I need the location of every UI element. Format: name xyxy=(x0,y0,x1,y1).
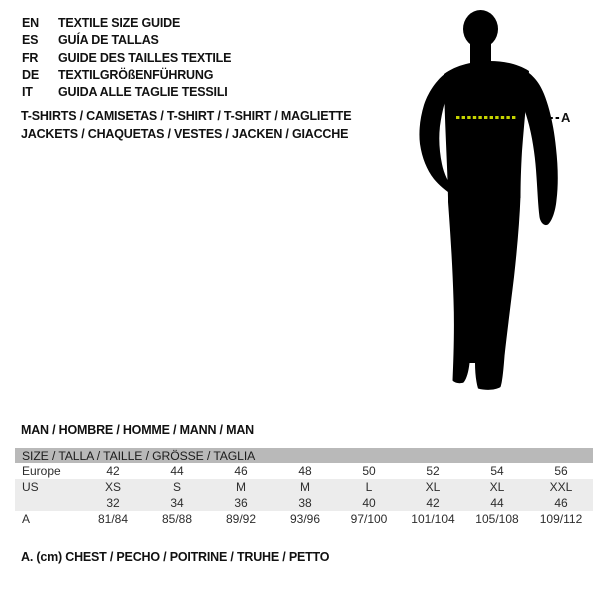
measurement-a-label: A xyxy=(561,110,571,125)
size-row-label: Europe xyxy=(22,464,61,478)
size-cell: XL xyxy=(425,480,441,494)
language-code: ES xyxy=(22,33,39,48)
size-cell: 36 xyxy=(234,496,248,510)
size-cell: 105/108 xyxy=(475,512,519,526)
size-table-body xyxy=(15,463,593,527)
size-cell: S xyxy=(172,480,181,494)
size-table-header-row xyxy=(15,448,593,463)
man-silhouette-svg xyxy=(408,6,571,396)
category-block xyxy=(21,108,351,143)
size-cell: 46 xyxy=(554,496,568,510)
size-cell: L xyxy=(365,480,373,494)
language-code: EN xyxy=(22,16,39,30)
language-row xyxy=(22,15,231,32)
size-cell: XXL xyxy=(549,480,573,494)
man-figure xyxy=(408,6,571,396)
size-table-row xyxy=(15,479,593,495)
language-code: DE xyxy=(22,67,39,82)
language-label: GUÍA DE TALLAS xyxy=(58,33,159,48)
size-cell: 89/92 xyxy=(225,512,257,526)
size-cell: 46 xyxy=(234,464,248,478)
language-code: FR xyxy=(22,50,39,65)
language-label: TEXTILE SIZE GUIDE xyxy=(58,16,181,30)
size-table-row xyxy=(15,463,593,479)
size-cell: 54 xyxy=(490,464,504,478)
size-cell: 93/96 xyxy=(289,512,321,526)
language-label: TEXTILGRÖßENFÜHRUNG xyxy=(58,67,214,82)
size-cell: 109/112 xyxy=(539,512,583,526)
size-row-label: A xyxy=(22,512,31,526)
category-line-tshirts: T-SHIRTS / CAMISETAS / T-SHIRT / T-SHIRT / MAGLIETTE xyxy=(21,109,352,123)
size-table-row xyxy=(15,511,593,527)
size-cell: 44 xyxy=(490,496,504,510)
language-list xyxy=(22,15,231,101)
size-cell: 81/84 xyxy=(97,512,129,526)
language-label: GUIDA ALLE TAGLIE TESSILI xyxy=(58,85,228,100)
size-cell: M xyxy=(236,480,246,494)
language-label: GUIDE DES TAILLES TEXTILE xyxy=(58,50,232,65)
size-cell: 44 xyxy=(170,464,184,478)
language-row xyxy=(22,67,231,84)
measurement-footnote: A. (cm) CHEST / PECHO / POITRINE / TRUHE / PETTO xyxy=(21,550,330,564)
size-cell: M xyxy=(300,480,310,494)
section-title-man: MAN / HOMBRE / HOMME / MANN / MAN xyxy=(21,423,254,437)
size-cell: 97/100 xyxy=(350,512,388,526)
size-cell: 85/88 xyxy=(161,512,193,526)
size-cell: 38 xyxy=(298,496,312,510)
size-cell: 32 xyxy=(106,496,120,510)
size-cell: 42 xyxy=(426,496,440,510)
size-cell: 34 xyxy=(170,496,184,510)
size-cell: 50 xyxy=(362,464,376,478)
size-table-row xyxy=(15,495,593,511)
size-row-label: US xyxy=(22,480,39,494)
size-cell: XS xyxy=(104,480,121,494)
size-table-header: SIZE / TALLA / TAILLE / GRÖSSE / TAGLIA xyxy=(15,448,593,463)
size-cell: XL xyxy=(489,480,505,494)
size-cell: 48 xyxy=(298,464,312,478)
category-line-jackets: JACKETS / CHAQUETAS / VESTES / JACKEN / GIACCHE xyxy=(21,126,349,141)
language-row xyxy=(22,50,231,67)
size-cell: 42 xyxy=(106,464,120,478)
language-row xyxy=(22,32,231,49)
size-table xyxy=(15,448,593,527)
language-row xyxy=(22,84,231,101)
size-cell: 56 xyxy=(554,464,568,478)
size-cell: 40 xyxy=(362,496,376,510)
size-cell: 52 xyxy=(426,464,440,478)
man-silhouette xyxy=(419,10,557,390)
language-code: IT xyxy=(22,85,33,100)
size-cell: 101/104 xyxy=(411,512,455,526)
size-row-label xyxy=(15,495,81,511)
silhouette-legs xyxy=(448,196,521,390)
